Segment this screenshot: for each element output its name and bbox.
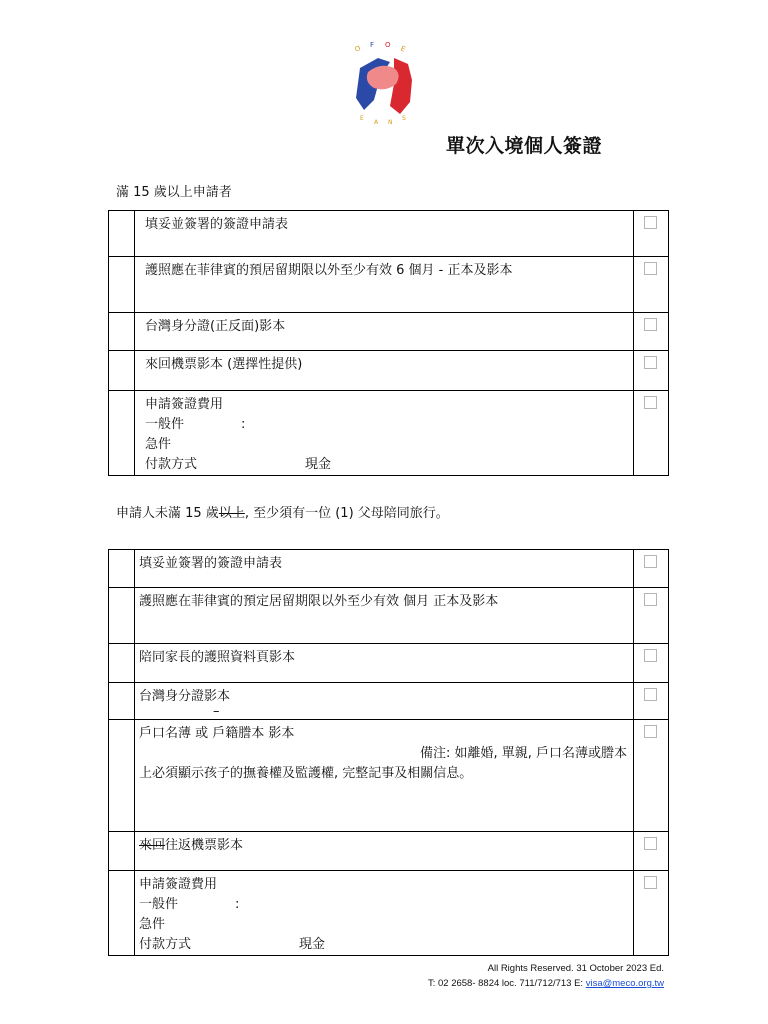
row-number-cell (109, 313, 135, 351)
fee-payment-label: 付款方式 (139, 937, 192, 952)
row-number-cell (109, 588, 135, 644)
footer-contact (428, 978, 664, 989)
checkbox-cell (634, 211, 669, 257)
minor-requirements-table (108, 549, 669, 956)
remark-line-1: 備注: 如離婚, 單親, 戶口名薄或謄本 (419, 746, 627, 761)
logo-letter: O (385, 41, 391, 49)
checkbox[interactable] (644, 356, 657, 369)
table-row (109, 211, 669, 257)
row-number-cell (109, 683, 135, 720)
logo-letter: O (353, 44, 362, 54)
checkbox[interactable] (644, 593, 657, 606)
remark-line-2: 上必須顯示孩子的撫養權及監護權, 完整記事及相關信息。 (139, 766, 473, 781)
checkbox-cell (634, 391, 669, 476)
section1-heading: 滿 15 歲以上申請者 (116, 185, 232, 200)
table-row (109, 720, 669, 832)
checkbox-cell (634, 550, 669, 588)
checkbox[interactable] (644, 876, 657, 889)
requirement-text: 填妥並簽署的簽證申請表 (135, 211, 634, 257)
requirement-text: 護照應在菲律賓的預居留期限以外至少有效 6 個月 - 正本及影本 (135, 257, 634, 313)
checkbox[interactable] (644, 555, 657, 568)
fee-cash-value: 現金 (299, 937, 326, 952)
row-number-cell (109, 351, 135, 391)
fee-payment-label: 付款方式 (145, 457, 198, 472)
row-number-cell (109, 550, 135, 588)
requirement-cell (135, 720, 634, 832)
table-row (109, 391, 669, 476)
fee-block (135, 391, 634, 476)
fee-block (135, 871, 634, 956)
fee-colon: : (241, 417, 246, 432)
footer-phone: T: 02 2658- 8824 loc. 711/712/713 E: (427, 978, 586, 989)
requirement-text: 填妥並簽署的簽證申請表 (135, 550, 634, 588)
fee-label: 申請簽證費用 (145, 397, 224, 412)
row-number-cell (109, 391, 135, 476)
checkbox[interactable] (644, 688, 657, 701)
red-arm (390, 58, 412, 114)
fee-regular-line (145, 415, 633, 435)
requirement-text: 戶口名薄 或 戶籍謄本 影本 (139, 726, 295, 741)
requirement-text: 護照應在菲律賓的預定居留期限以外至少有效 個月 正本及影本 (135, 588, 634, 644)
checkbox-cell (634, 720, 669, 832)
checkbox-cell (634, 313, 669, 351)
fee-label: 申請簽證費用 (139, 877, 218, 892)
adult-requirements-table (108, 210, 669, 476)
checkbox-cell (634, 588, 669, 644)
requirement-text (135, 832, 634, 871)
section2-heading-prefix: 申請人未滿 15 歲 (116, 506, 219, 521)
checkbox[interactable] (644, 725, 657, 738)
checkbox-cell (634, 351, 669, 391)
table-row (109, 644, 669, 683)
checkbox[interactable] (644, 262, 657, 275)
fee-regular-label: 一般件 (145, 417, 185, 432)
fee-regular-line (139, 895, 633, 915)
table-row (109, 313, 669, 351)
logo-letter: A (374, 119, 379, 126)
checkbox-cell (634, 832, 669, 871)
checkbox[interactable] (644, 396, 657, 409)
table-row (109, 683, 669, 720)
dash-mark: – (213, 704, 220, 719)
checkbox-cell (634, 683, 669, 720)
row-number-cell (109, 720, 135, 832)
fee-regular-label: 一般件 (139, 897, 179, 912)
table-row (109, 351, 669, 391)
checkbox[interactable] (644, 837, 657, 850)
fee-colon: : (235, 897, 240, 912)
checkbox-cell (634, 871, 669, 956)
requirement-text: 陪同家長的護照資料頁影本 (135, 644, 634, 683)
row-number-cell (109, 644, 135, 683)
fee-cash-value: 現金 (305, 457, 332, 472)
checkbox-cell (634, 644, 669, 683)
handshake-logo (350, 40, 420, 126)
logo-letter: F (370, 41, 375, 49)
table-row (109, 588, 669, 644)
requirement-text-rest: 往返機票影本 (165, 838, 244, 853)
table-row (109, 257, 669, 313)
logo-letter: S (402, 115, 406, 122)
fee-payment-line (139, 935, 633, 955)
table-row (109, 832, 669, 871)
logo-letter: N (388, 119, 393, 126)
logo-letter: E (360, 115, 364, 122)
requirement-text: 台灣身分證(正反面)影本 (135, 313, 634, 351)
checkbox[interactable] (644, 649, 657, 662)
struck-text: 來回 (139, 838, 166, 853)
logo-letter: E (399, 44, 407, 54)
checkbox[interactable] (644, 216, 657, 229)
table-row (109, 871, 669, 956)
row-number-cell (109, 211, 135, 257)
row-number-cell (109, 257, 135, 313)
fee-payment-line (145, 455, 633, 475)
requirement-cell (135, 683, 634, 720)
fee-urgent-label: 急件 (139, 917, 166, 932)
section2-heading-struck: 以上 (218, 506, 245, 521)
footer-copyright: All Rights Reserved. 31 October 2023 Ed. (487, 963, 664, 974)
row-number-cell (109, 871, 135, 956)
section2-heading-suffix: , 至少須有一位 (1) 父母陪同旅行。 (244, 506, 449, 521)
checkbox-cell (634, 257, 669, 313)
email-link[interactable]: visa@meco.org.tw (585, 978, 664, 989)
row-number-cell (109, 832, 135, 871)
table-row (109, 550, 669, 588)
requirement-text: 來回機票影本 (選擇性提供) (135, 351, 634, 391)
fee-urgent-label: 急件 (145, 437, 172, 452)
document-title: 單次入境個人簽證 (446, 135, 603, 157)
section2-heading (116, 502, 449, 521)
checkbox[interactable] (644, 318, 657, 331)
requirement-text: 台灣身分證影本 (139, 689, 231, 704)
